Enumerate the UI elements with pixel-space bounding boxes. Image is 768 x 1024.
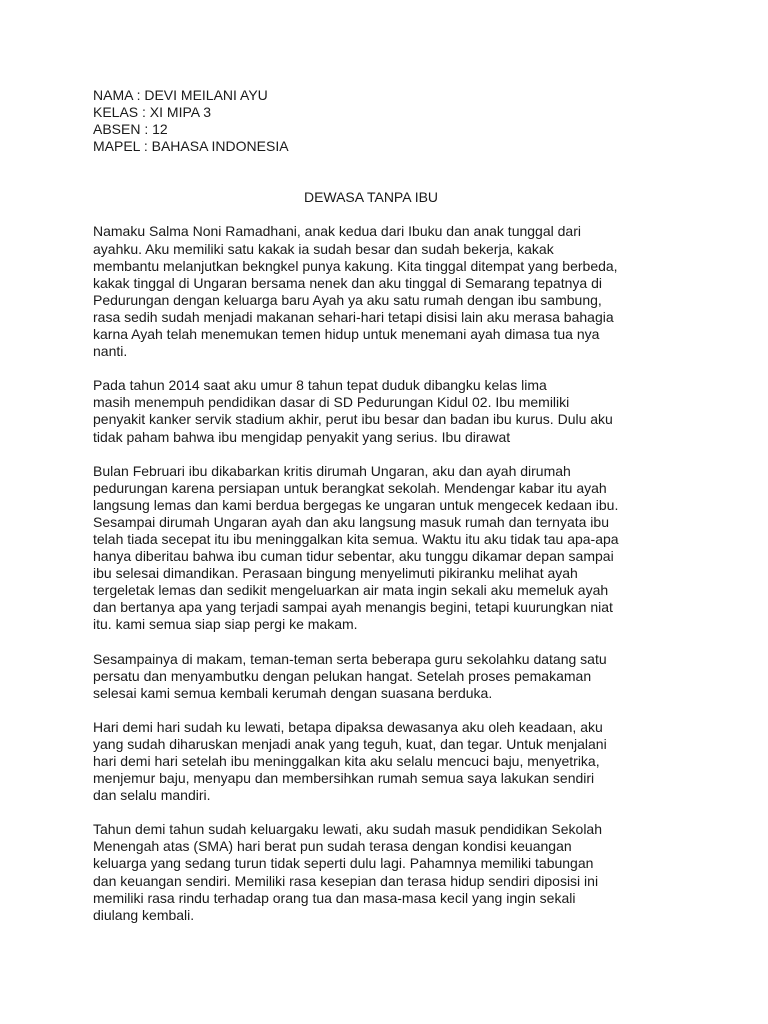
paragraph-line: memiliki rasa rindu terhadap orang tua dan masa-masa kecil yang ingin sekali bbox=[93, 889, 576, 906]
paragraph-line: itu. kami semua siap siap pergi ke makam. bbox=[93, 616, 358, 633]
paragraph bbox=[93, 223, 693, 360]
paragraph-line: Pedurungan dengan keluarga baru Ayah ya aku satu rumah dengan ibu sambung, bbox=[93, 291, 602, 308]
paragraph-line: Hari demi hari sudah ku lewati, betapa dipaksa dewasanya aku oleh keadaan, aku bbox=[93, 718, 603, 735]
student-class: KELAS : XI MIPA 3 bbox=[93, 104, 212, 121]
paragraph-line: karna Ayah telah menemukan temen hidup untuk menemani ayah dimasa tua nya bbox=[93, 326, 600, 343]
paragraph-line: selesai kami semua kembali kerumah dengan suasana berduka. bbox=[93, 684, 493, 701]
paragraph-line: tergeletak lemas dan sedikit mengeluarkan air mata ingin sekali aku memeluk ayah bbox=[93, 582, 609, 599]
paragraph-line: ayahku. Aku memiliki satu kakak ia sudah besar dan sudah bekerja, kakak bbox=[93, 240, 554, 257]
paragraph-line: Bulan Februari ibu dikabarkan kritis dirumah Ungaran, aku dan ayah dirumah bbox=[93, 462, 571, 479]
paragraph-line: menjemur baju, menyapu dan membersihkan rumah semua saya lakukan sendiri bbox=[93, 770, 595, 787]
paragraph-line: persatu dan menyambutku dengan pelukan hangat. Setelah proses pemakaman bbox=[93, 667, 592, 684]
paragraph-line: kakak tinggal di Ungaran bersama nenek dan aku tinggal di Semarang tepatnya di bbox=[93, 274, 602, 291]
paragraph-line: rasa sedih sudah menjadi makanan sehari-hari tetapi disisi lain aku merasa bahagia bbox=[93, 308, 614, 325]
subject: MAPEL : BAHASA INDONESIA bbox=[93, 138, 289, 155]
document-content bbox=[93, 87, 693, 941]
student-number: ABSEN : 12 bbox=[93, 121, 168, 138]
paragraph-line: hari demi hari setelah ibu meninggalkan kita aku selalu mencuci baju, menyetrika, bbox=[93, 753, 600, 769]
paragraph-line: Pada tahun 2014 saat aku umur 8 tahun tepat duduk dibangku kelas lima bbox=[93, 377, 547, 394]
student-name: NAMA : DEVI MEILANI AYU bbox=[93, 87, 268, 103]
paragraph-line: tidak paham bahwa ibu mengidap penyakit yang serius. Ibu dirawat bbox=[93, 428, 511, 445]
paragraph bbox=[93, 821, 693, 924]
paragraph-line: diulang kembali. bbox=[93, 906, 195, 923]
paragraph-line: langsung lemas dan kami berdua bergegas ke ungaran untuk mengecek kedaan ibu. bbox=[93, 496, 619, 513]
paragraph-line: dan keuangan sendiri. Memiliki rasa kesepian dan terasa hidup sendiri diposisi ini bbox=[93, 872, 599, 889]
paragraph-line: masih menempuh pendidikan dasar di SD Pedurungan Kidul 02. Ibu memiliki bbox=[93, 394, 570, 411]
paragraph bbox=[93, 719, 693, 804]
document-title: DEWASA TANPA IBU bbox=[303, 189, 439, 206]
paragraph bbox=[93, 377, 693, 445]
paragraph-line: yang sudah diharuskan menjadi anak yang teguh, kuat, dan tegar. Untuk menjalani bbox=[93, 735, 607, 752]
paragraph-line: hanya diberitau bahwa ibu cuman tidur sebentar, aku tunggu dikamar depan sampai bbox=[93, 548, 614, 565]
paragraph-line: dan selalu mandiri. bbox=[93, 787, 211, 804]
paragraph bbox=[93, 463, 693, 634]
paragraph-line: keluarga yang sedang turun tidak seperti dulu lagi. Pahamnya memiliki tabungan bbox=[93, 855, 594, 872]
paragraph-line: dan bertanya apa yang terjadi sampai ayah menangis begini, tetapi kuurungkan niat bbox=[93, 599, 613, 616]
paragraph-line: penyakit kanker servik stadium akhir, perut ibu besar dan badan ibu kurus. Dulu aku bbox=[93, 411, 613, 428]
paragraph-line: Namaku Salma Noni Ramadhani, anak kedua dari Ibuku dan anak tunggal dari bbox=[93, 223, 581, 240]
paragraph-line: Sesampai dirumah Ungaran ayah dan aku langsung masuk rumah dan ternyata ibu bbox=[93, 513, 609, 530]
paragraph-line: Sesampainya di makam, teman-teman serta beberapa guru sekolahku datang satu bbox=[93, 650, 607, 667]
paragraph bbox=[93, 651, 693, 702]
paragraph-line: Tahun demi tahun sudah keluargaku lewati, aku sudah masuk pendidikan Sekolah bbox=[93, 821, 603, 838]
paragraph-line: Menengah atas (SMA) hari berat pun sudah terasa dengan kondisi keuangan bbox=[93, 838, 572, 855]
paragraph-line: pedurungan karena persiapan untuk berangkat sekolah. Mendengar kabar itu ayah bbox=[93, 479, 607, 496]
paragraph-line: ibu selesai dimandikan. Perasaan bingung menyelimuti pikiranku melihat ayah bbox=[93, 565, 578, 582]
paragraph-line: nanti. bbox=[93, 343, 128, 360]
student-info bbox=[93, 87, 693, 155]
body-text bbox=[93, 223, 693, 923]
paragraph-line: membantu melanjutkan bekngkel punya kakung. Kita tinggal ditempat yang berbeda, bbox=[93, 257, 618, 274]
paragraph-line: telah tiada secepat itu ibu meninggalkan kita semua. Waktu itu aku tidak tau apa-apa bbox=[93, 530, 619, 547]
